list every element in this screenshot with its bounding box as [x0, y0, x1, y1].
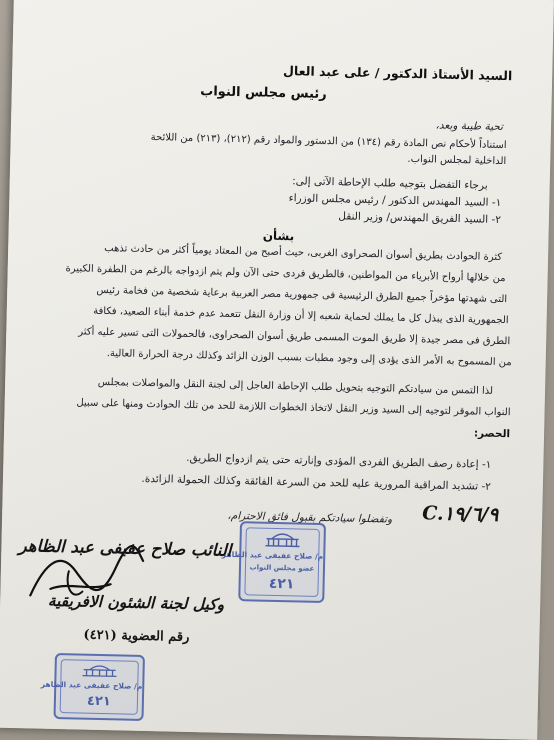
- addressee-title: رئيس مجلس النواب: [200, 84, 327, 102]
- subject-heading: بشأن: [262, 228, 295, 244]
- signer-name: النائب صلاح عفيفى عبد الظاهر: [18, 536, 232, 560]
- body-line-1: كثرة الحوادث بطريق أسوان الصحراوى الغربى، حيث أصبح من المعتاد يومياً أكثر من حادث تذهب: [104, 242, 503, 264]
- membership-number: رقم العضوية (٤٢١): [83, 627, 190, 646]
- body-line-5: الطرق فى مصر جيدة إلا طريق الموت المسمى طريق أسوان الصحراوى، فالحمولات التى تسير عليه أكثر: [78, 326, 511, 348]
- closing-line: وتفضلوا سيادتكم بقبول فائق الاحترام،: [227, 509, 393, 526]
- official-stamp-bottom: [40, 653, 144, 721]
- official-stamp: [221, 521, 326, 603]
- plea-line-3: الحصر:: [473, 427, 511, 441]
- plea-line-2: النواب الموقر لتوجيه إلى السيد وزير النقل لاتخاذ الخطوات اللازمة للحد من تلك الحوادث ومنها على سبيل: [76, 397, 511, 419]
- addressee-line: السيد الأستاذ الدكتور / على عبد العال: [282, 63, 513, 84]
- parliament-building-icon: [80, 662, 118, 679]
- handwritten-date: C.١٩/٦/٩: [422, 502, 499, 526]
- body-line-2: من خلالها أرواح الأبرياء من المواطنين، فالطريق فردى حتى الآن ولم يتم ازدواجه بالرغم من الطفرة الكبيرة: [65, 263, 506, 285]
- recipient-2: ٢- السيد الفريق المهندس/ وزير النقل: [338, 210, 502, 226]
- body-line-6: من المسموح به الأمر الذى يؤدى إلى وجود مطبات بسبب الوزن الزائد وكذلك درجة الحرارة العالية.: [106, 348, 512, 369]
- stamp-bottom-number: ٤٢١: [86, 693, 111, 710]
- stamp-number: ٤٢١: [268, 575, 295, 593]
- stamp-title: عضو مجلس النواب: [249, 563, 315, 573]
- recipient-1: ١- السيد المهندس الدكتور / رئيس مجلس الوزراء: [288, 192, 502, 209]
- intro-line-2: الداخلية لمجلس النواب.: [407, 153, 507, 168]
- stamp-bottom-name: م/ صلاح عفيفى عبد الظاهر: [40, 679, 143, 691]
- body-line-3: التى شهدتها مؤخراً جميع الطرق الرئيسية فى جمهورية مصر العربية برعاية شخصية من فخامة رئيس: [96, 284, 508, 306]
- plea-line-1: لذا التمس من سيادتكم التوجيه بتحويل طلب الإحاطة العاجل إلى لجنة النقل والمواصلات بمجلس: [97, 376, 494, 397]
- intro-line-1: استناداً لأحكام نص المادة رقم (١٣٤) من الدستور والمواد رقم (٢١٢)، (٢١٣) من اللائحة: [150, 132, 507, 152]
- greeting: تحية طيبة وبعد،: [435, 119, 504, 134]
- body-line-4: الجمهورية الذى يبذل كل ما يملك لحماية شعبه إلا أن وزارة النقل تتعمد عدم خدمة أبناء الصعيد، فكافة: [93, 305, 509, 327]
- request-line: برجاء التفضل بتوجيه طلب الإحاطة الآتى إلى:: [292, 175, 488, 192]
- measure-1: ١- إعادة رصف الطريق الفردى المؤدى وإنارته حتى يتم ازدواج الطريق.: [186, 451, 492, 471]
- signer-role: وكيل لجنة الشئون الافريقية: [47, 590, 225, 614]
- parliament-building-icon: [263, 530, 301, 549]
- stamp-name: م/ صلاح عفيفى عبد الظاهر: [221, 549, 324, 562]
- measure-2: ٢- تشديد المراقبة المرورية عليه للحد من السرعة الفائقة وكذلك الحمولة الزائدة.: [141, 472, 492, 493]
